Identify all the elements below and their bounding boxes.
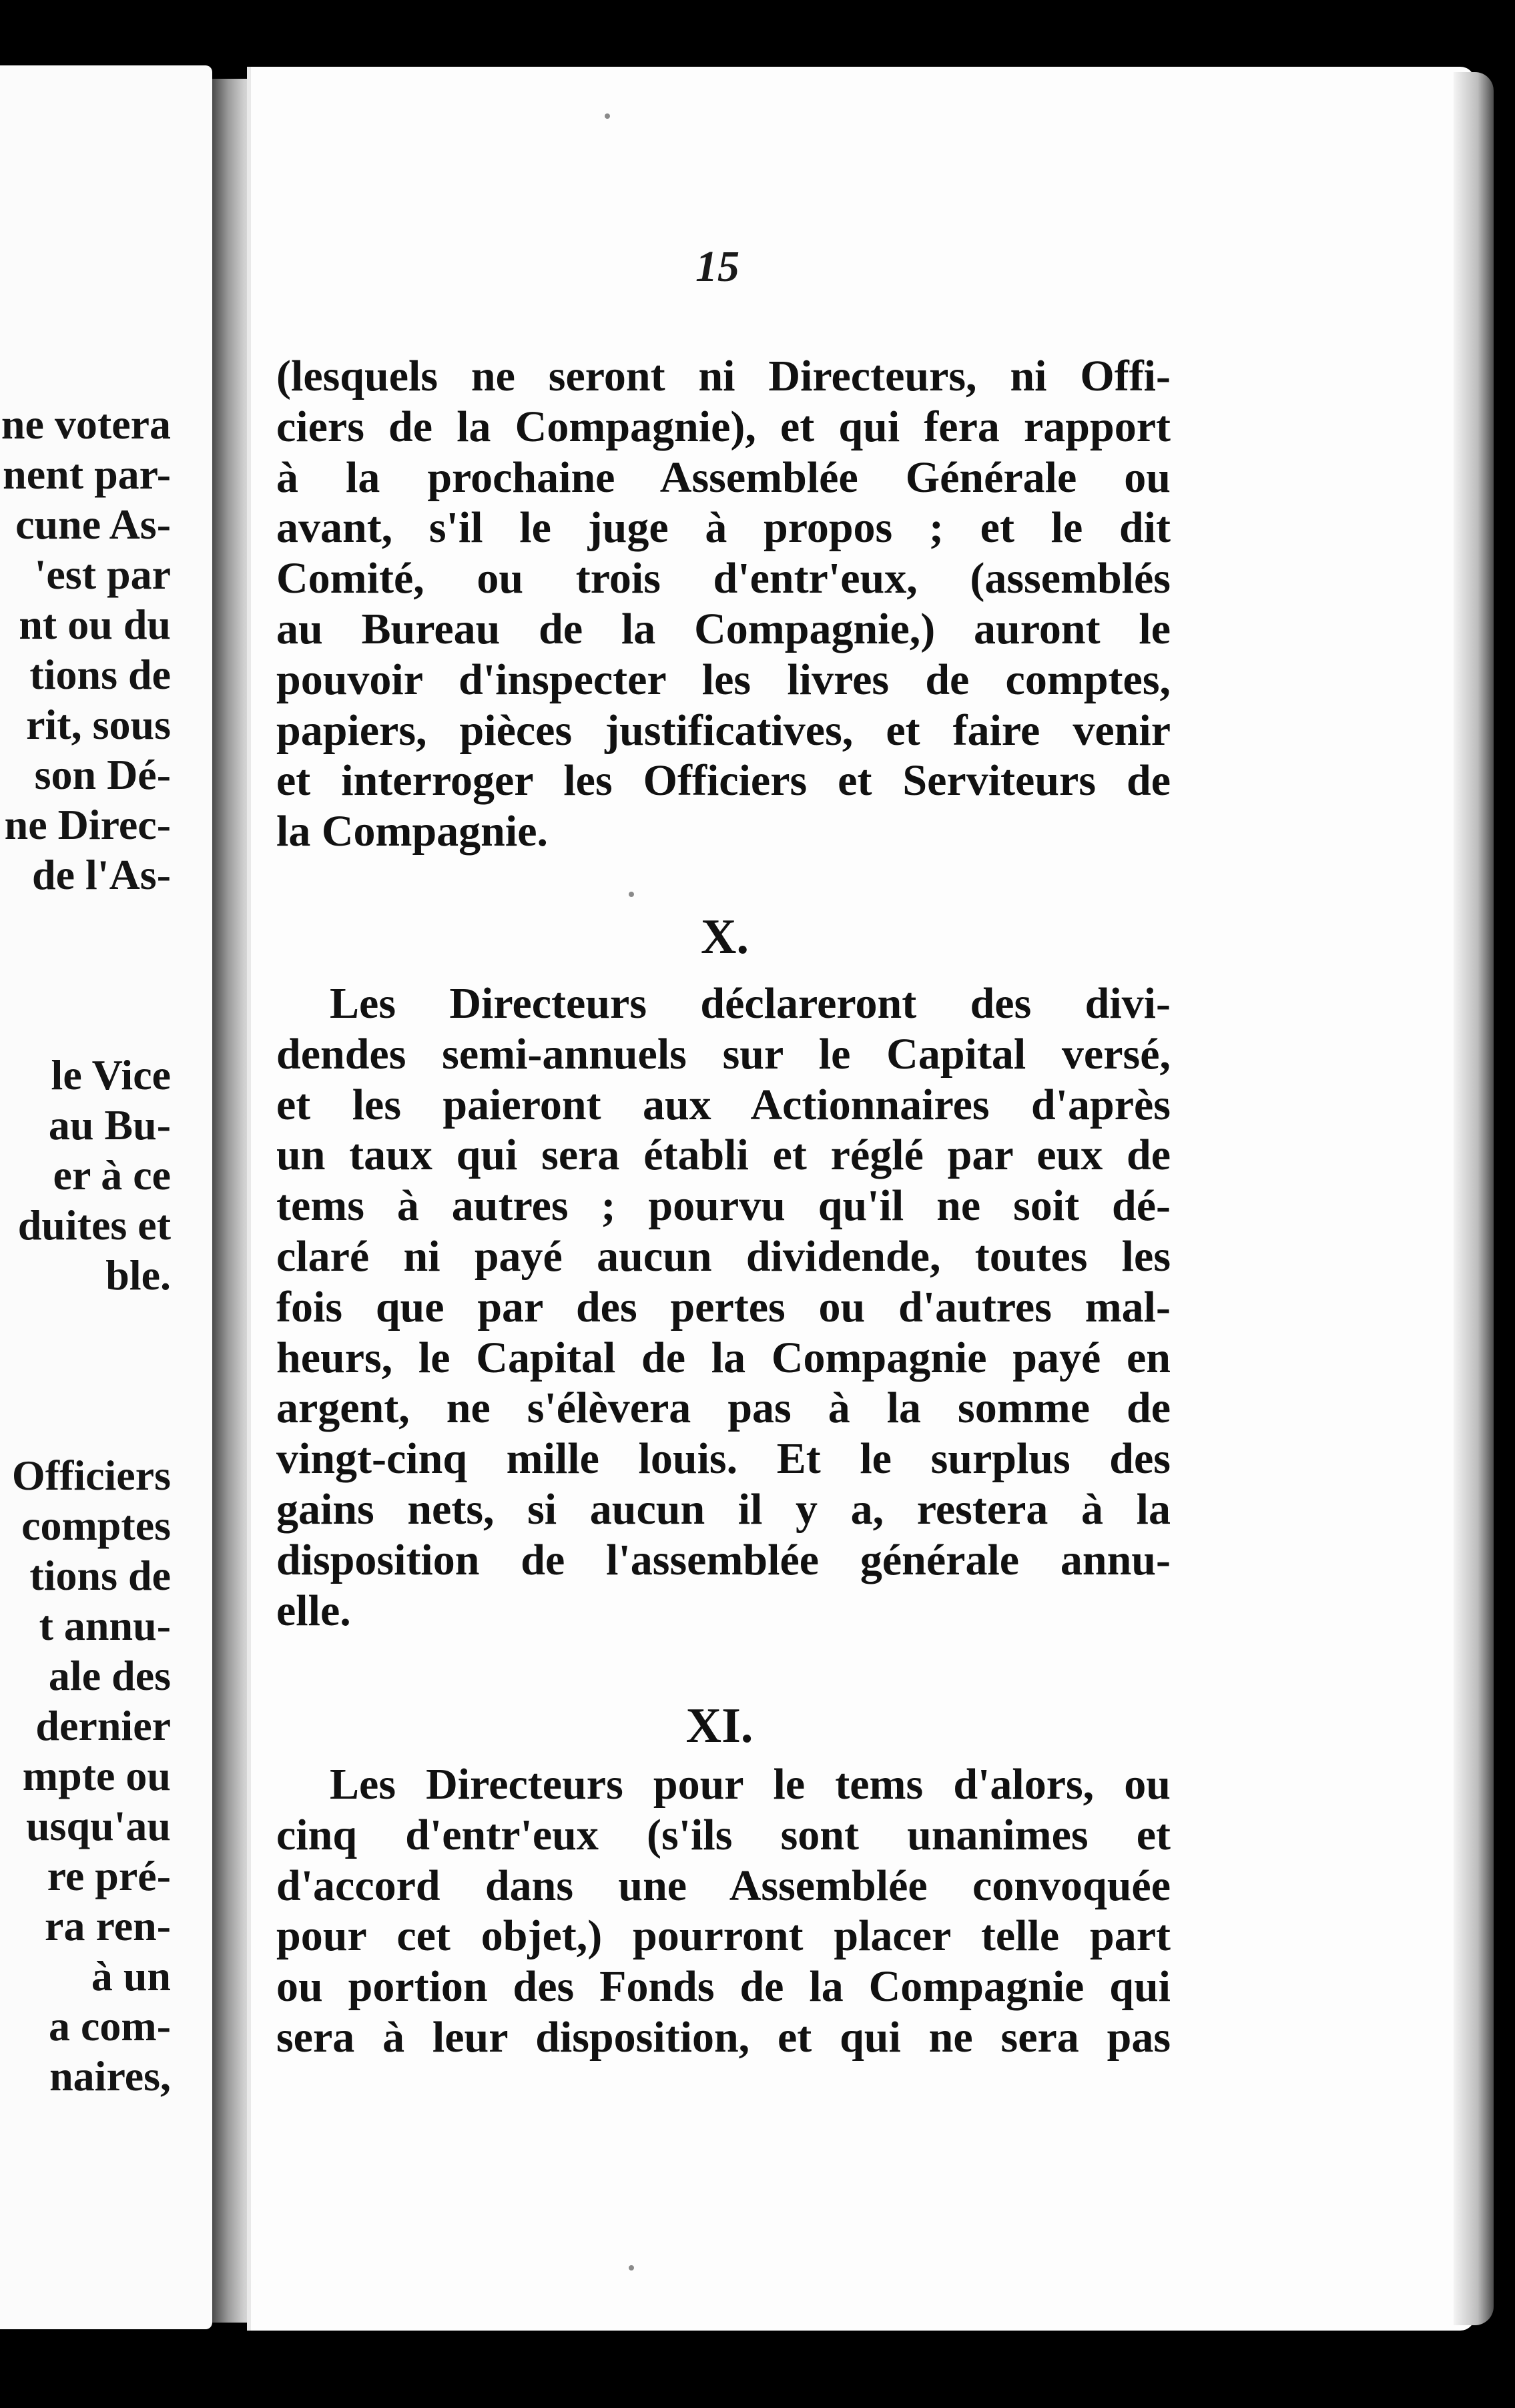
left-page-fragment: usqu'au bbox=[25, 1802, 171, 1849]
left-page-fragment bbox=[1, 900, 171, 950]
text-line: fois que par des pertes ou d'autres mal- bbox=[276, 1282, 1171, 1331]
left-page-fragment: t annu- bbox=[39, 1602, 171, 1649]
article-xi-paragraph bbox=[276, 1759, 1171, 2063]
left-page-fragment: re pré- bbox=[47, 1852, 171, 1899]
left-page-fragment: Officiers bbox=[11, 1452, 171, 1499]
left-page-fragment: ra ren- bbox=[45, 1902, 171, 1949]
text-line: claré ni payé aucun dividende, toutes les bbox=[276, 1231, 1171, 1281]
left-page-fragment: tions de bbox=[29, 651, 171, 698]
text-line: elle. bbox=[276, 1586, 351, 1635]
left-page-fragment: ble. bbox=[105, 1251, 171, 1299]
left-page-fragment bbox=[1, 1000, 171, 1050]
left-page-fragment: 'est par bbox=[34, 551, 171, 598]
text-line: Comité, ou trois d'entr'eux, (assemblés bbox=[276, 554, 1171, 603]
text-line: cinq d'entr'eux (s'ils sont unanimes et bbox=[276, 1810, 1171, 1859]
left-page-fragment: ne votera bbox=[1, 400, 171, 448]
text-line: avant, s'il le juge à propos ; et le dit bbox=[276, 503, 1171, 553]
page-number: 15 bbox=[695, 242, 739, 291]
text-line: ciers de la Compagnie), et qui fera rapport bbox=[276, 402, 1171, 451]
left-page-text-fragments bbox=[1, 399, 171, 2101]
left-page-fragment: au Bu- bbox=[48, 1101, 171, 1149]
text-line: et interroger les Officiers et Serviteurs de bbox=[276, 756, 1171, 806]
left-page-fragment: mpte ou bbox=[22, 1752, 171, 1799]
text-line: sera à leur disposition, et qui ne sera pas bbox=[276, 2012, 1171, 2062]
text-line: au Bureau de la Compagnie,) auront le bbox=[276, 604, 1171, 653]
left-page-fragment: rit, sous bbox=[26, 701, 171, 748]
text-line: à la prochaine Assemblée Générale ou bbox=[276, 453, 1171, 502]
left-page-fragment: le Vice bbox=[51, 1051, 171, 1099]
left-page-fragment: a com- bbox=[48, 2002, 171, 2050]
left-facing-page bbox=[0, 65, 212, 2329]
text-line: un taux qui sera établi et réglé par eux de bbox=[276, 1131, 1171, 1180]
text-line: dendes semi-annuels sur le Capital versé, bbox=[276, 1029, 1171, 1079]
left-page-fragment: tions de bbox=[29, 1552, 171, 1599]
text-line: (lesquels ne seront ni Directeurs, ni Offi- bbox=[276, 352, 1171, 400]
text-line: gains nets, si aucun il y a, restera à la bbox=[276, 1484, 1171, 1534]
left-page-fragment: er à ce bbox=[53, 1151, 171, 1199]
text-line: la Compagnie. bbox=[276, 807, 549, 856]
left-page-fragment bbox=[1, 1350, 171, 1400]
left-page-fragment: de l'As- bbox=[32, 851, 171, 898]
article-heading-xi: XI. bbox=[685, 1699, 753, 1753]
left-page-fragment: naires, bbox=[49, 2052, 171, 2100]
text-line: heurs, le Capital de la Compagnie payé en bbox=[276, 1333, 1171, 1382]
left-page-fragment: duites et bbox=[17, 1201, 171, 1249]
left-page-fragment: dernier bbox=[35, 1702, 171, 1749]
left-page-fragment bbox=[1, 950, 171, 1000]
text-line: d'accord dans une Assemblée convoquée bbox=[276, 1861, 1171, 1910]
page-edge-shadow bbox=[1454, 72, 1494, 2325]
text-line: papiers, pièces justificatives, et faire venir bbox=[276, 705, 1171, 755]
left-page-fragment: cune As- bbox=[15, 501, 171, 548]
left-page-fragment: nt ou du bbox=[19, 601, 171, 648]
text-line: pour cet objet,) pourront placer telle part bbox=[276, 1911, 1171, 1961]
left-page-fragment: comptes bbox=[21, 1502, 171, 1549]
text-line: Les Directeurs déclareront des divi- bbox=[330, 979, 1171, 1028]
text-line: pouvoir d'inspecter les livres de comptes, bbox=[276, 655, 1171, 704]
continuation-paragraph bbox=[276, 351, 1171, 857]
text-line: vingt-cinq mille louis. Et le surplus des bbox=[276, 1434, 1171, 1484]
paper-speck bbox=[629, 892, 634, 897]
left-page-fragment: ale des bbox=[48, 1652, 171, 1699]
text-line: et les paieront aux Actionnaires d'après bbox=[276, 1080, 1171, 1129]
left-page-fragment bbox=[1, 1300, 171, 1350]
paper-speck bbox=[605, 113, 610, 119]
left-page-fragment: son Dé- bbox=[34, 751, 171, 798]
left-page-fragment bbox=[1, 1400, 171, 1450]
paper-speck bbox=[629, 2265, 634, 2271]
text-line: argent, ne s'élèvera pas à la somme de bbox=[276, 1384, 1171, 1433]
article-x-paragraph bbox=[276, 978, 1171, 1636]
left-page-fragment: ne Direc- bbox=[4, 801, 171, 848]
left-page-fragment: à un bbox=[91, 1952, 171, 2000]
text-line: ou portion des Fonds de la Compagnie qui bbox=[276, 1962, 1171, 2012]
article-heading-x: X. bbox=[701, 910, 749, 964]
text-line: Les Directeurs pour le tems d'alors, ou bbox=[330, 1760, 1171, 1809]
text-line: tems à autres ; pourvu qu'il ne soit dé- bbox=[276, 1181, 1171, 1231]
left-page-fragment: nent par- bbox=[3, 450, 171, 498]
text-line: disposition de l'assemblée générale annu- bbox=[276, 1535, 1171, 1584]
